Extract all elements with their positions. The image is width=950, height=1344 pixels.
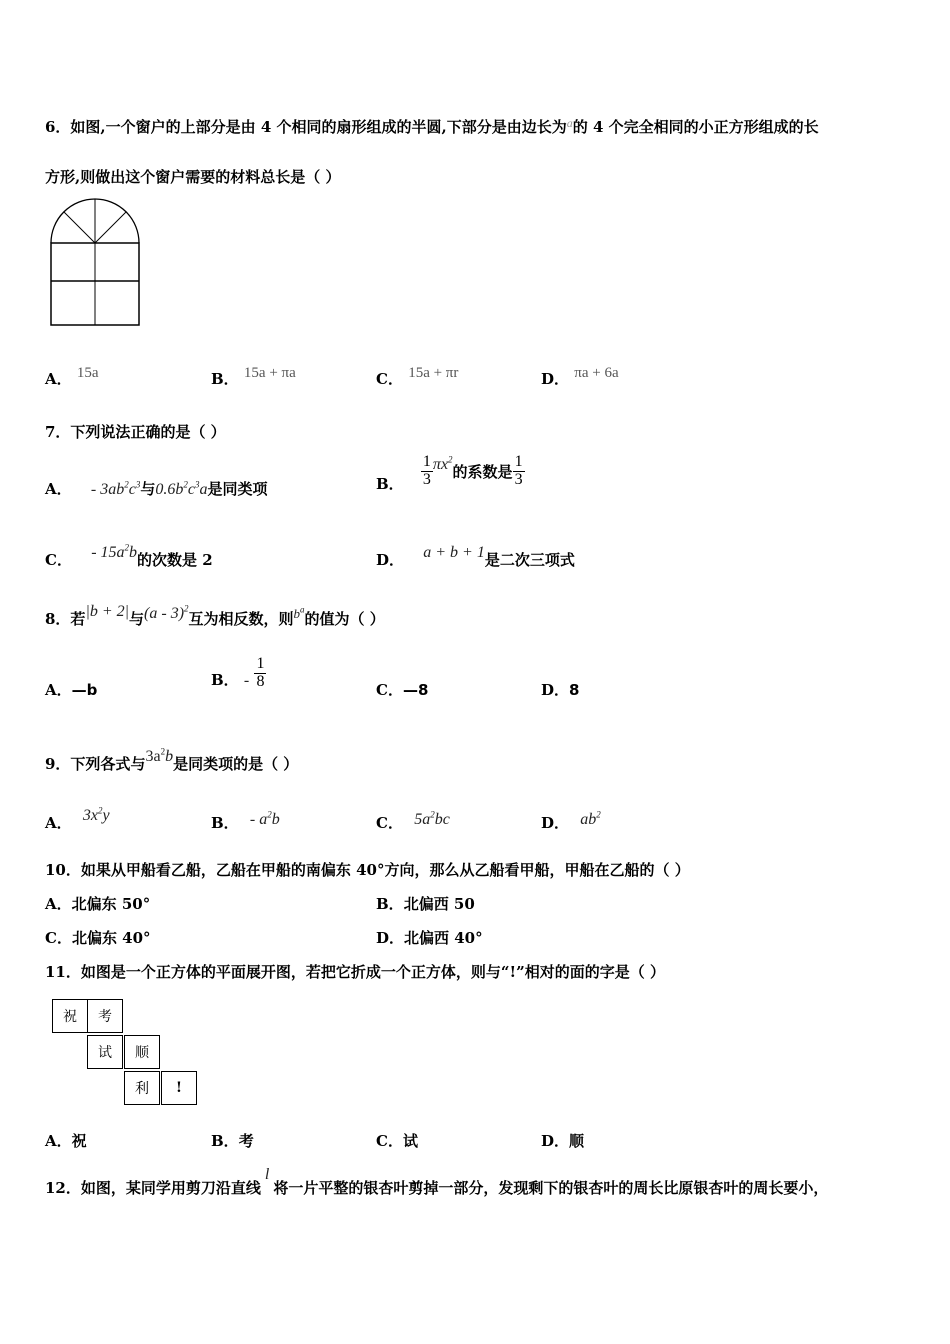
q8-option-b-label: B． <box>211 671 239 690</box>
q9-option-d-label: D． <box>541 814 570 832</box>
q9-option-c[interactable] <box>376 809 450 833</box>
q8-option-d-text: 8 <box>569 681 580 699</box>
q10-option-a-text: 北偏东 50° <box>71 895 151 913</box>
q11-option-d-text: 顺 <box>569 1132 585 1150</box>
q6-option-c-label: C． <box>376 370 403 388</box>
q7-d-expr: a + b + 1 <box>423 544 485 561</box>
q8-option-d-label: D． <box>541 681 570 699</box>
q9-option-d-expr: $ab^2$ <box>580 809 601 828</box>
q6-option-b[interactable] <box>211 365 296 389</box>
q6-var-a: a <box>566 116 573 130</box>
q7-a-expr2: $0.6b^2c^3a$ <box>155 479 208 498</box>
q8-power-expr: $b^a$ <box>293 604 305 621</box>
q6-option-b-label: B． <box>211 370 239 388</box>
q6-option-c-expr: 15a + πr <box>408 365 459 381</box>
cube-net-face-exclaim: ! <box>161 1071 197 1105</box>
q10-option-c-label: C． <box>45 929 72 947</box>
q12-pre: 12．如图，某同学用剪刀沿直线 <box>45 1179 261 1197</box>
q11-option-a-label: A． <box>45 1132 72 1150</box>
q11-option-d[interactable] <box>541 1130 584 1151</box>
q10-option-b-label: B． <box>376 895 404 913</box>
q9-option-a-label: A． <box>45 814 72 832</box>
q11-stem: 11．如图是一个正方体的平面展开图，若把它折成一个正方体，则与“!”相对的面的字是（ ） <box>45 963 665 981</box>
q12-stem <box>45 1166 829 1198</box>
q9-expr: $3a^2b$ <box>145 746 174 765</box>
q9-stem <box>45 746 299 774</box>
q11-option-a[interactable] <box>45 1130 87 1151</box>
q11-option-c-label: C． <box>376 1132 403 1150</box>
q10-option-d-text: 北偏西 40° <box>404 929 483 947</box>
q10-stem: 10．如果从甲船看乙船，乙船在甲船的南偏东 40°方向，那么从乙船看甲船，甲船在乙船的（ ） <box>45 861 690 879</box>
cube-net-face-kao: 考 <box>87 999 123 1033</box>
q7-option-b[interactable] <box>376 453 525 494</box>
q6-option-d-expr: πa + 6a <box>574 365 619 381</box>
q9-option-b-label: B． <box>211 814 239 832</box>
q7-c-expr: - $15a^2b$ <box>91 542 138 561</box>
q9-option-a-expr: $3x^2y$ <box>82 805 110 824</box>
q12-tail: 将一片平整的银杏叶剪掉一部分，发现剩下的银杏叶的周长比原银杏叶的周长要小， <box>273 1179 829 1197</box>
q10-option-d[interactable] <box>376 927 483 948</box>
q7-option-c[interactable] <box>45 542 213 570</box>
q6-option-b-expr: 15a + πa <box>243 365 296 381</box>
q6-line2: 方形,则做出这个窗户需要的材料总长是（ ） <box>45 168 341 186</box>
cube-net-face-zhu: 祝 <box>52 999 88 1033</box>
q7-option-c-label: C． <box>45 551 72 569</box>
q6-line1 <box>45 116 819 137</box>
q11-option-c[interactable] <box>376 1130 418 1151</box>
q8-option-b-frac: $\frac{1}{8}$ <box>256 655 265 690</box>
q8-pre: 8．若 <box>45 610 86 628</box>
q7-b-frac1: $\frac{1}{3}$ <box>422 453 431 488</box>
q9-option-c-label: C． <box>376 814 403 832</box>
q7-a-mid: 与 <box>140 480 156 498</box>
q10-option-b-text: 北偏西 50 <box>403 895 475 913</box>
q11-option-b-text: 考 <box>238 1132 254 1150</box>
window-spoke-2 <box>64 212 95 243</box>
q8-option-a[interactable] <box>45 679 97 700</box>
window-figure <box>48 197 142 329</box>
q11-option-b[interactable] <box>211 1130 254 1151</box>
q6-option-a-label: A． <box>45 370 72 388</box>
q8-tail: 的值为（ ） <box>304 610 385 628</box>
q8-option-c-label: C． <box>376 681 403 699</box>
q7-option-d-label: D． <box>376 551 405 569</box>
window-spoke-4 <box>95 212 126 243</box>
q6-text-a: 6．如图,一个窗户的上部分是由 4 个相同的扇形组成的半圆,下部分是由边长为 <box>45 118 567 136</box>
q8-option-c[interactable] <box>376 679 428 700</box>
q7-a-expr1: - $3ab^2c^3$ <box>90 479 141 498</box>
q12-var-l: l <box>264 1166 270 1183</box>
q7-c-tail: 的次数是 2 <box>137 551 213 569</box>
q7-option-d[interactable] <box>376 544 575 570</box>
q6-option-d-label: D． <box>541 370 570 388</box>
q7-stem: 7．下列说法正确的是（ ） <box>45 423 226 441</box>
q8-option-a-text: —b <box>71 681 98 699</box>
cube-net-face-shi: 试 <box>87 1035 123 1069</box>
q7-a-tail: 是同类项 <box>207 480 268 498</box>
q10-option-c-text: 北偏东 40° <box>71 929 151 947</box>
q7-d-tail: 是二次三项式 <box>484 551 575 569</box>
q9-option-b[interactable] <box>211 809 280 833</box>
q7-b-frac2: $\frac{1}{3}$ <box>514 453 523 488</box>
cube-net-face-li: 利 <box>124 1071 160 1105</box>
q9-option-b-expr: - $a^2b$ <box>249 809 280 828</box>
q11-option-d-label: D． <box>541 1132 570 1150</box>
q6-text-b: 的 4 个完全相同的小正方形组成的长 <box>572 118 819 136</box>
q8-square-expr: (a - 3)$^2$ <box>144 603 189 622</box>
q7-option-a-label: A． <box>45 480 72 498</box>
cube-net-face-shun: 顺 <box>124 1035 160 1069</box>
q6-option-d[interactable] <box>541 365 619 389</box>
q8-option-a-label: A． <box>45 681 72 699</box>
q8-mid: 与 <box>129 610 145 628</box>
q6-option-a[interactable] <box>45 365 99 389</box>
q11-option-a-text: 祝 <box>71 1132 87 1150</box>
q11-option-c-text: 试 <box>402 1132 418 1150</box>
q9-pre: 9．下列各式与 <box>45 755 146 773</box>
q8-option-c-text: —8 <box>402 681 429 699</box>
q10-option-b[interactable] <box>376 893 475 914</box>
q8-option-b-sign: - <box>243 672 250 690</box>
q7-b-pix: $\pi x^2$ <box>432 454 453 474</box>
q7-option-a[interactable] <box>45 478 267 499</box>
q6-option-c[interactable] <box>376 365 459 389</box>
q10-option-a[interactable] <box>45 893 150 914</box>
q9-option-a[interactable] <box>45 805 110 833</box>
q9-option-d[interactable] <box>541 809 601 833</box>
q8-option-b[interactable] <box>211 656 266 691</box>
q9-tail: 是同类项的是（ ） <box>173 755 299 773</box>
q10-option-a-label: A． <box>45 895 72 913</box>
q6-option-a-expr: 15a <box>76 365 99 381</box>
q8-mid2: 互为相反数，则 <box>188 610 294 628</box>
q8-abs-expr: |b + 2| <box>85 603 130 620</box>
q9-option-c-expr: $5a^2bc$ <box>414 809 450 828</box>
q10-option-d-label: D． <box>376 929 405 947</box>
q7-b-mid: 的系数是 <box>452 463 513 482</box>
q11-option-b-label: B． <box>211 1132 239 1150</box>
q7-option-b-label: B． <box>376 475 404 494</box>
q8-stem <box>45 603 385 629</box>
q10-option-c[interactable] <box>45 927 151 948</box>
q8-option-d[interactable] <box>541 679 579 700</box>
